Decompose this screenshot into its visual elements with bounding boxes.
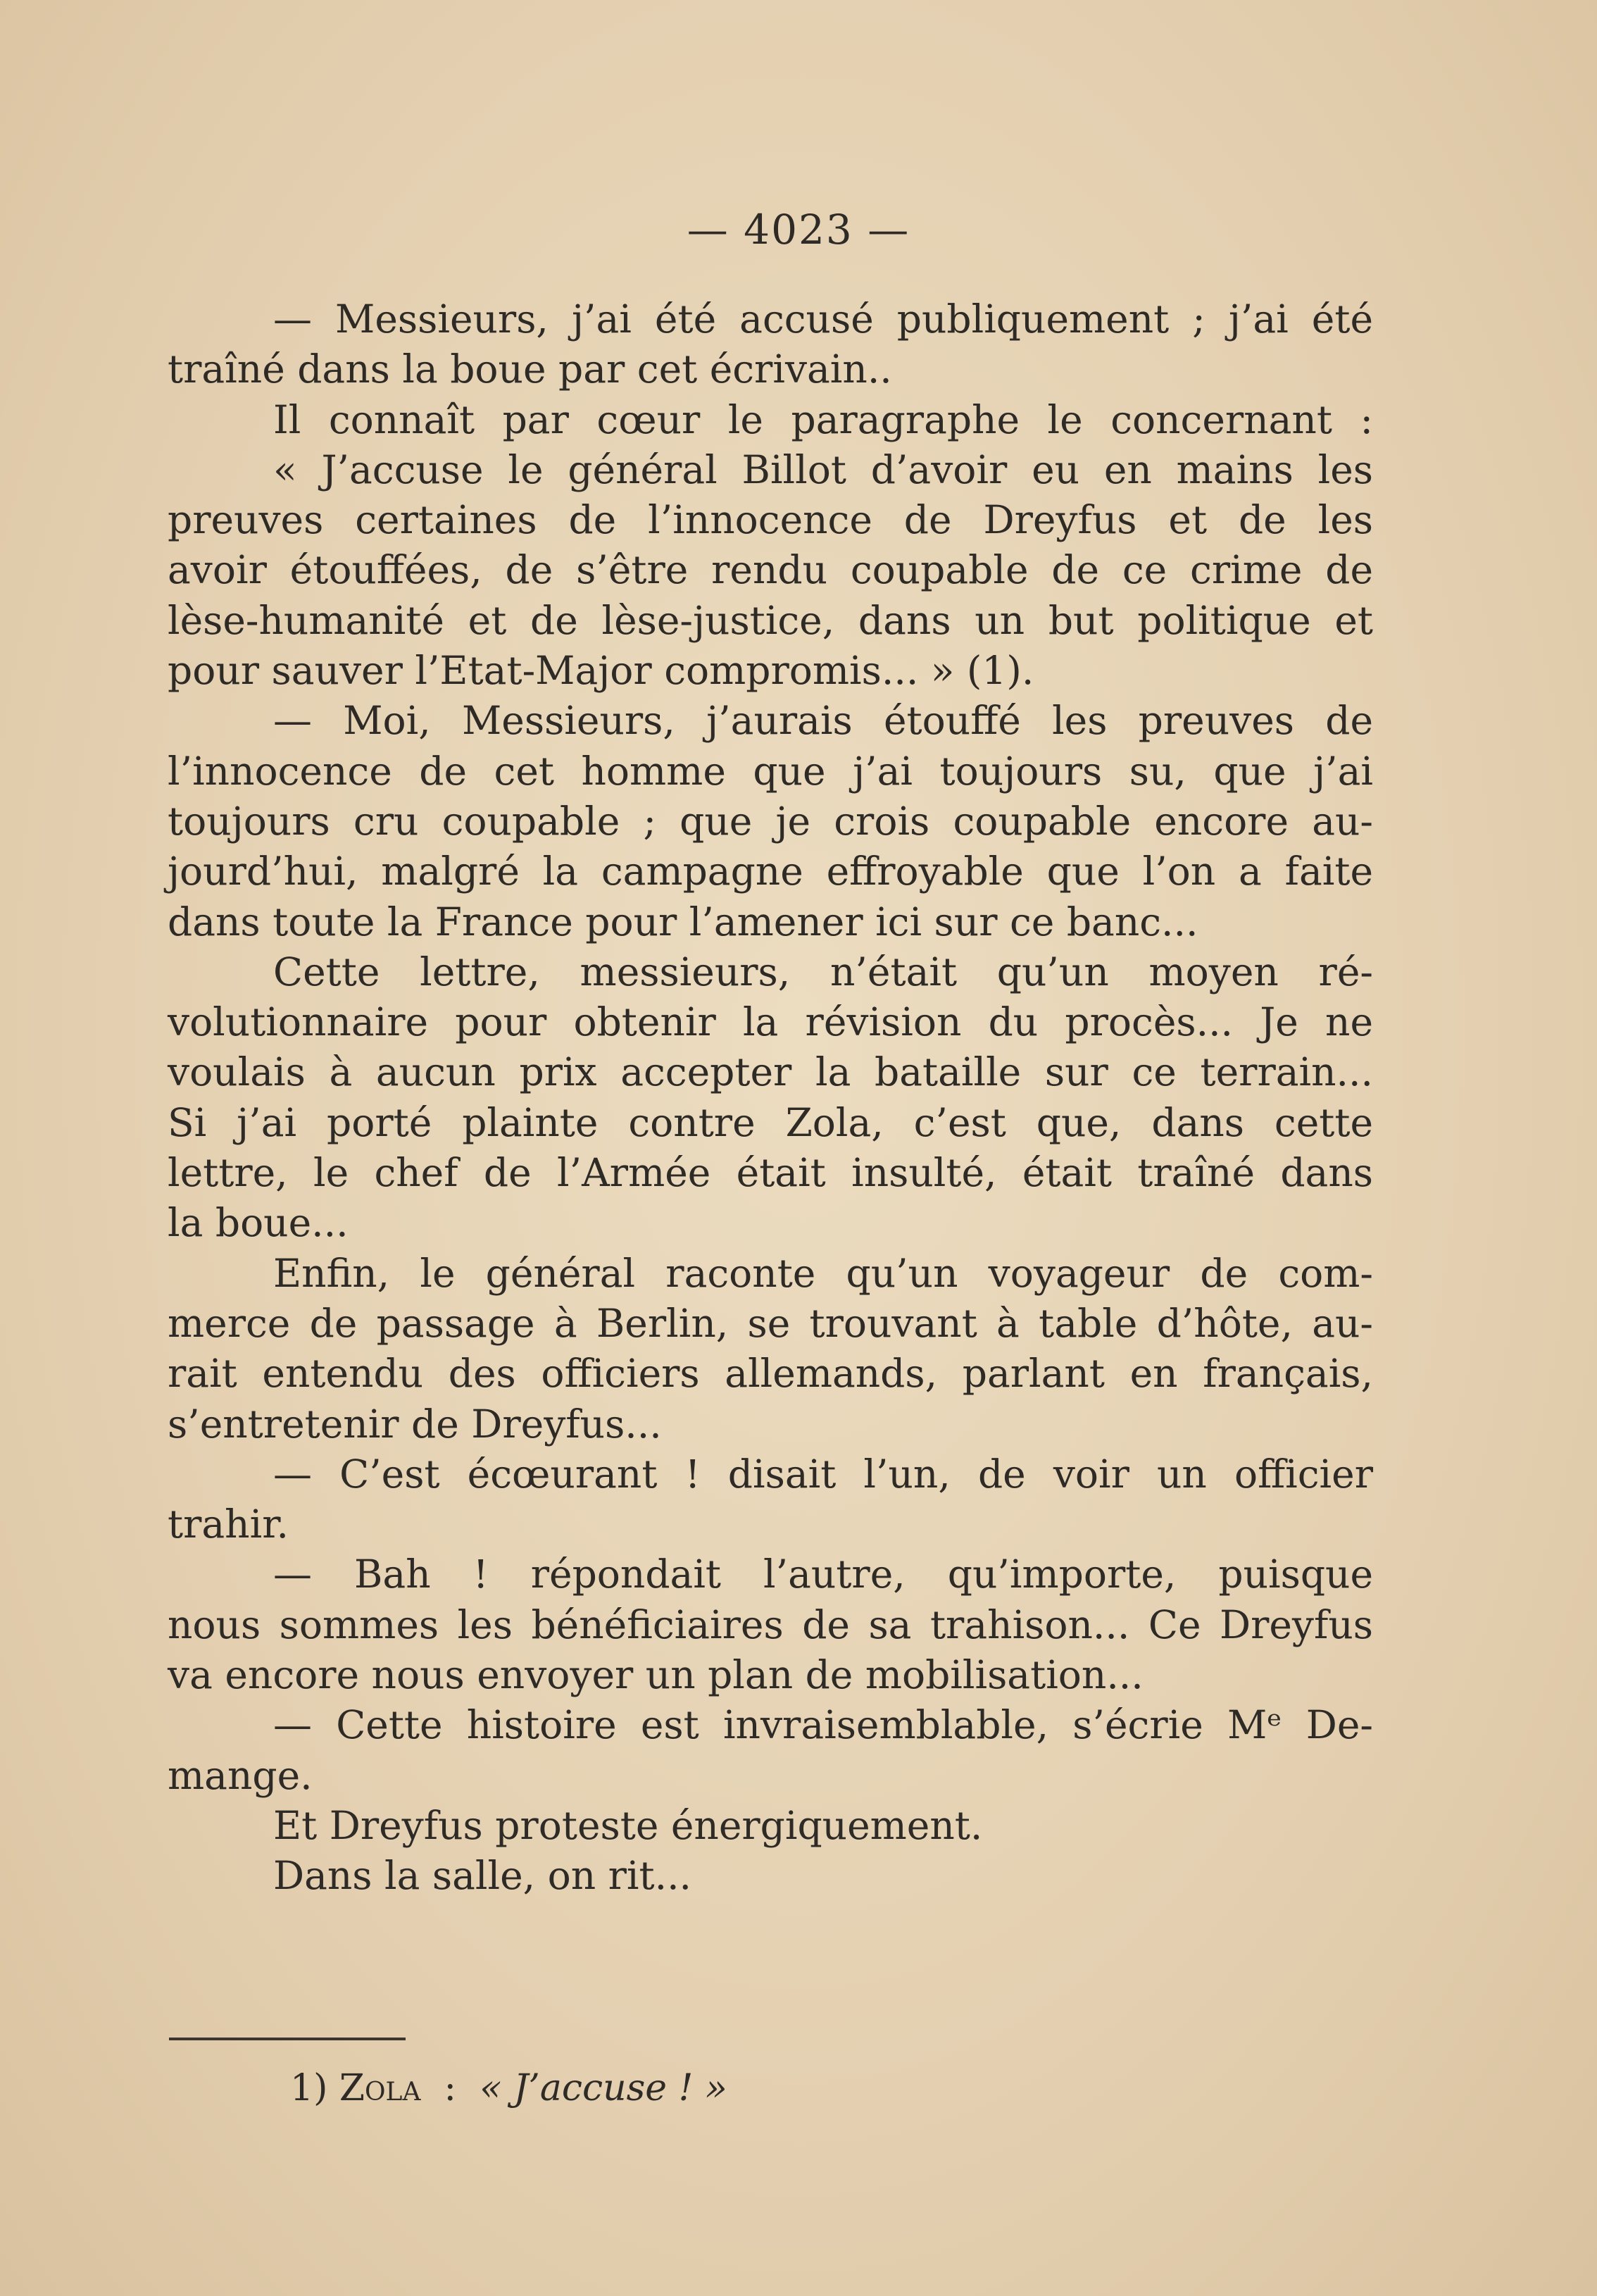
footnote-title: « J’accuse ! » xyxy=(480,2067,727,2109)
text-line: l’innocence de cet homme que j’ai toujours su, que j’ai xyxy=(168,748,1373,794)
text-line: preuves certaines de l’innocence de Dreyfus et de les xyxy=(168,497,1373,543)
text-line: Et Dreyfus proteste énergiquement. xyxy=(273,1802,983,1848)
text-line: Il connaît par cœur le paragraphe le concernant : xyxy=(273,397,1373,442)
text-line: merce de passage à Berlin, se trouvant à table d’hôte, au- xyxy=(168,1300,1373,1346)
text-line: Si j’ai porté plainte contre Zola, c’est que, dans cette xyxy=(168,1099,1373,1145)
text-line: pour sauver l’Etat-Major compromis... » (1). xyxy=(168,648,1034,694)
text-line: voulais à aucun prix accepter la bataille sur ce terrain... xyxy=(168,1049,1373,1095)
text-line: va encore nous envoyer un plan de mobilisation... xyxy=(168,1652,1144,1698)
text-line: rait entendu des officiers allemands, parlant en français, xyxy=(168,1351,1373,1397)
text-line: Dans la salle, on rit... xyxy=(273,1853,692,1899)
footnote-marker: 1) xyxy=(290,2067,328,2109)
text-line: s’entretenir de Dreyfus... xyxy=(168,1401,662,1447)
text-line: jourd’hui, malgré la campagne effroyable que l’on a faite xyxy=(168,849,1373,894)
footnote-separator: : xyxy=(432,2067,468,2109)
text-line: dans toute la France pour l’amener ici sur ce banc... xyxy=(168,899,1198,944)
text-line: mange. xyxy=(168,1752,313,1798)
footnote-author: Zola xyxy=(339,2067,421,2109)
footnote xyxy=(290,2067,727,2109)
text-line: Enfin, le général raconte qu’un voyageur de com- xyxy=(273,1250,1373,1296)
text-line: traîné dans la boue par cet écrivain.. xyxy=(168,347,892,392)
text-line: toujours cru coupable ; que je crois coupable encore au- xyxy=(168,798,1373,844)
text-line: lèse-humanité et de lèse-justice, dans un but politique et xyxy=(168,597,1373,643)
text-line: — Cette histoire est invraisemblable, s’écrie Mᵉ De- xyxy=(273,1702,1373,1748)
text-line: — Messieurs, j’ai été accusé publiquement ; j’ai été xyxy=(273,297,1373,342)
page-number: — 4023 — xyxy=(687,206,910,254)
text-line: « J’accuse le général Billot d’avoir eu en mains les xyxy=(273,447,1373,492)
footnote-separator-rule xyxy=(169,2038,406,2040)
text-line: avoir étouffées, de s’être rendu coupable de ce crime de xyxy=(168,547,1373,593)
text-line: volutionnaire pour obtenir la révision du procès... Je ne xyxy=(168,999,1373,1045)
text-line: lettre, le chef de l’Armée était insulté, était traîné dans xyxy=(168,1150,1373,1196)
text-line: la boue... xyxy=(168,1200,349,1246)
text-line: Cette lettre, messieurs, n’était qu’un moyen ré- xyxy=(273,949,1373,994)
text-line: trahir. xyxy=(168,1502,289,1547)
text-line: — Bah ! répondait l’autre, qu’importe, puisque xyxy=(273,1552,1373,1597)
text-line: — C’est écœurant ! disait l’un, de voir un officier xyxy=(273,1451,1373,1497)
text-line: nous sommes les bénéficiaires de sa trahison... Ce Dreyfus xyxy=(168,1602,1373,1647)
text-line: — Moi, Messieurs, j’aurais étouffé les preuves de xyxy=(273,698,1373,744)
body-text xyxy=(168,294,1373,1902)
